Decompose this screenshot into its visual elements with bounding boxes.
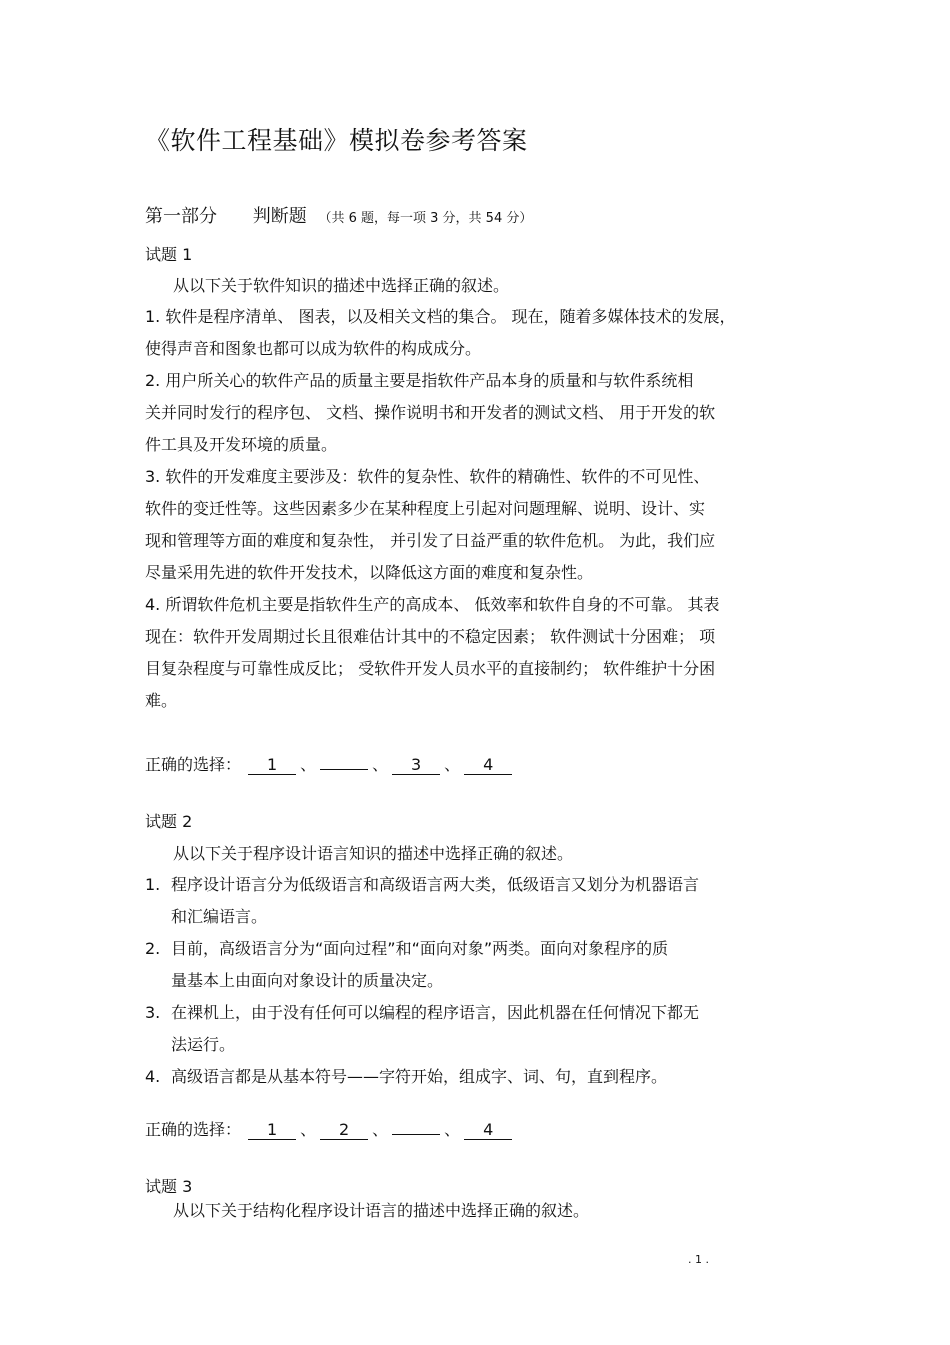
answer-blank — [392, 1134, 440, 1135]
q2-option-3-line: 法运行。 — [171, 1035, 236, 1054]
q1-option-2-line: 件工具及开发环境的质量。 — [145, 435, 338, 454]
q2-option-3-line: 在裸机上，由于没有任何可以编程的程序语言，因此机器在任何情况下都无 — [171, 1003, 700, 1022]
answer-label: 正确的选择： — [145, 1120, 242, 1139]
section-points-note: （共 6 题，每一项 3 分，共 54 分） — [318, 211, 533, 226]
answer-blank: 1 — [248, 1121, 296, 1140]
answer-separator: 、 — [372, 1120, 389, 1139]
q1-option-4-line: 目复杂程度与可靠性成反比； 受软件开发人员水平的直接制约； 软件维护十分困 — [145, 659, 716, 678]
answer-blank: 4 — [464, 1121, 512, 1140]
answer-separator: 、 — [300, 1120, 317, 1139]
q2-option-1-line: 程序设计语言分为低级语言和高级语言两大类，低级语言又划分为机器语言 — [171, 875, 700, 894]
page-number: . 1 . — [688, 1253, 709, 1266]
question-2-label: 试题 2 — [145, 812, 193, 831]
q2-option-2-line: 量基本上由面向对象设计的质量决定。 — [171, 971, 444, 990]
q1-option-4-line: 4. 所谓软件危机主要是指软件生产的高成本、 低效率和软件自身的不可靠。 其表 — [145, 595, 720, 614]
q2-option-1-line: 和汇编语言。 — [171, 907, 268, 926]
q1-option-4-line: 难。 — [145, 691, 178, 710]
section-header — [145, 202, 532, 228]
answer-blank: 2 — [320, 1121, 368, 1140]
question-2-answer — [145, 1117, 514, 1140]
q1-option-3-line: 尽量采用先进的软件开发技术，以降低这方面的难度和复杂性。 — [145, 563, 594, 582]
answer-blank — [320, 769, 368, 770]
document-title: 《软件工程基础》模拟卷参考答案 — [145, 126, 528, 155]
question-1-label: 试题 1 — [145, 245, 193, 264]
q1-option-1-line: 使得声音和图象也都可以成为软件的构成成分。 — [145, 339, 482, 358]
q2-option-4 — [145, 1061, 815, 1093]
q2-option-3 — [145, 997, 815, 1029]
q2-option-2-line: 目前，高级语言分为“面向过程”和“面向对象”两类。面向对象程序的质 — [171, 939, 669, 958]
q1-option-4-line: 现在：软件开发周期过长且很难估计其中的不稳定因素； 软件测试十分困难； 项 — [145, 627, 716, 646]
q2-option-3-number: 3. — [145, 1003, 161, 1022]
q2-option-4-line: 高级语言都是从基本符号——字符开始，组成字、词、句，直到程序。 — [171, 1067, 668, 1086]
answer-blank: 4 — [464, 756, 512, 775]
q1-option-2-line: 2. 用户所关心的软件产品的质量主要是指软件产品本身的质量和与软件系统相 — [145, 371, 694, 390]
answer-separator: 、 — [300, 755, 317, 774]
q2-option-2-number: 2. — [145, 939, 161, 958]
question-2-prompt: 从以下关于程序设计语言知识的描述中选择正确的叙述。 — [173, 844, 574, 863]
answer-separator: 、 — [444, 1120, 461, 1139]
section-label: 第一部分 — [145, 206, 217, 227]
answer-blank: 1 — [248, 756, 296, 775]
section-name: 判断题 — [252, 206, 307, 227]
q2-option-1-number: 1. — [145, 875, 161, 894]
q1-option-2-line: 关并同时发行的程序包、 文档、操作说明书和开发者的测试文档、 用于开发的软 — [145, 403, 716, 422]
q1-option-3-line: 3. 软件的开发难度主要涉及：软件的复杂性、软件的精确性、软件的不可见性、 — [145, 467, 710, 486]
q1-option-3-line: 现和管理等方面的难度和复杂性， 并引发了日益严重的软件危机。 为此，我们应 — [145, 531, 716, 550]
question-1-prompt: 从以下关于软件知识的描述中选择正确的叙述。 — [173, 276, 510, 295]
question-3-label: 试题 3 — [145, 1177, 193, 1196]
question-3-prompt: 从以下关于结构化程序设计语言的描述中选择正确的叙述。 — [173, 1201, 590, 1220]
q2-option-2 — [145, 933, 815, 965]
q2-option-1 — [145, 869, 815, 901]
q1-option-1-line: 1. 软件是程序清单、 图表，以及相关文档的集合。 现在，随着多媒体技术的发展， — [145, 307, 736, 326]
answer-label: 正确的选择： — [145, 755, 242, 774]
answer-separator: 、 — [372, 755, 389, 774]
q2-option-4-number: 4. — [145, 1067, 161, 1086]
question-1-answer — [145, 752, 514, 775]
question-1-options — [145, 301, 815, 717]
answer-blank: 3 — [392, 756, 440, 775]
q1-option-3-line: 软件的变迁性等。这些因素多少在某种程度上引起对问题理解、说明、设计、实 — [145, 499, 706, 518]
question-2-options — [145, 869, 815, 1093]
answer-separator: 、 — [444, 755, 461, 774]
